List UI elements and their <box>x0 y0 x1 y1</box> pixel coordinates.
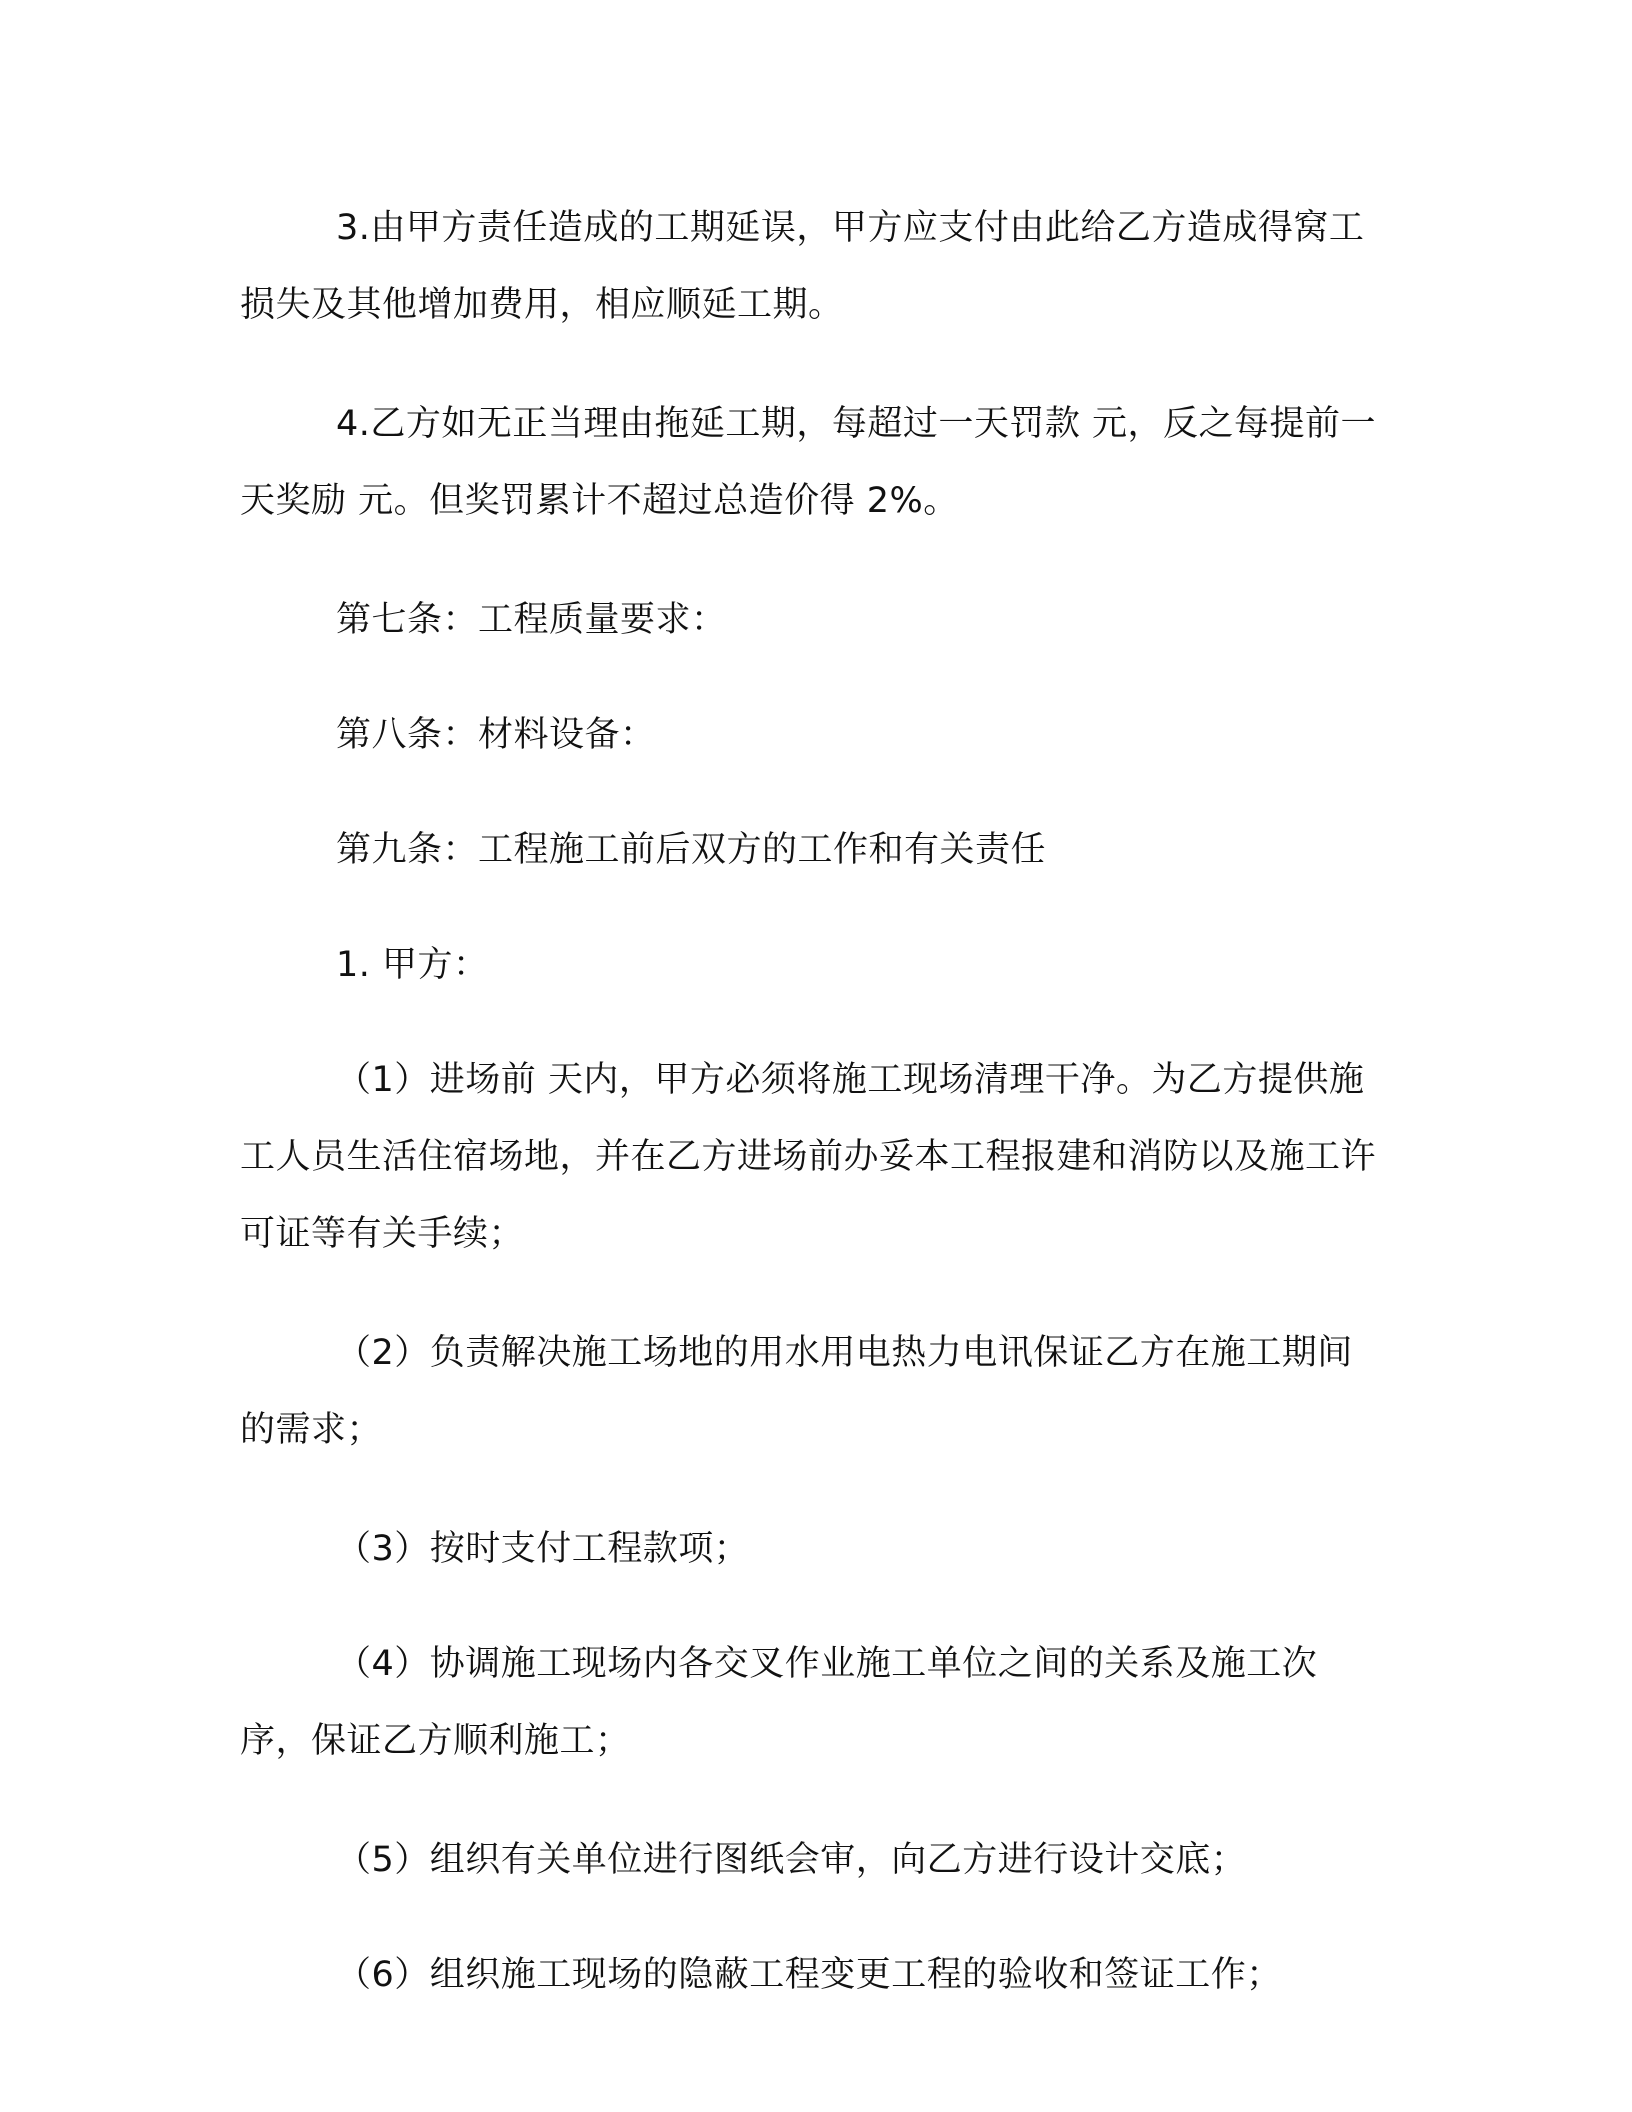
document-body <box>240 190 1380 2056</box>
article-9-heading: 第九条：工程施工前后双方的工作和有关责任 <box>336 830 1047 870</box>
party-a-item-5: （5）组织有关单位进行图纸会审，向乙方进行设计交底； <box>336 1840 1247 1880</box>
article-7-heading: 第七条：工程质量要求： <box>336 600 727 640</box>
party-a-item-3: （3）按时支付工程款项； <box>336 1529 750 1569</box>
party-a-item-2: （2）负责解决施工场地的用水用电热力电讯保证乙方在施工期间的需求； <box>240 1333 1353 1450</box>
paragraph-delay-penalty: 4.乙方如无正当理由拖延工期，每超过一天罚款 元，反之每提前一天奖励 元。但奖罚累计不超过总造价得 2%。 <box>240 404 1377 521</box>
article-8-heading: 第八条：材料设备： <box>336 715 656 755</box>
party-a-item-4: （4）协调施工现场内各交叉作业施工单位之间的关系及施工次序，保证乙方顺利施工； <box>240 1644 1318 1761</box>
party-a-heading: 1. 甲方： <box>336 945 489 985</box>
party-a-item-6: （6）组织施工现场的隐蔽工程变更工程的验收和签证工作； <box>336 1955 1282 1995</box>
party-a-item-1: （1）进场前 天内，甲方必须将施工现场清理干净。为乙方提供施工人员生活住宿场地，并在乙方进场前办妥本工程报建和消防以及施工许可证等有关手续； <box>240 1060 1377 1254</box>
paragraph-delay-compensation: 3.由甲方责任造成的工期延误，甲方应支付由此给乙方造成得窝工损失及其他增加费用，相应顺延工期。 <box>240 208 1365 325</box>
